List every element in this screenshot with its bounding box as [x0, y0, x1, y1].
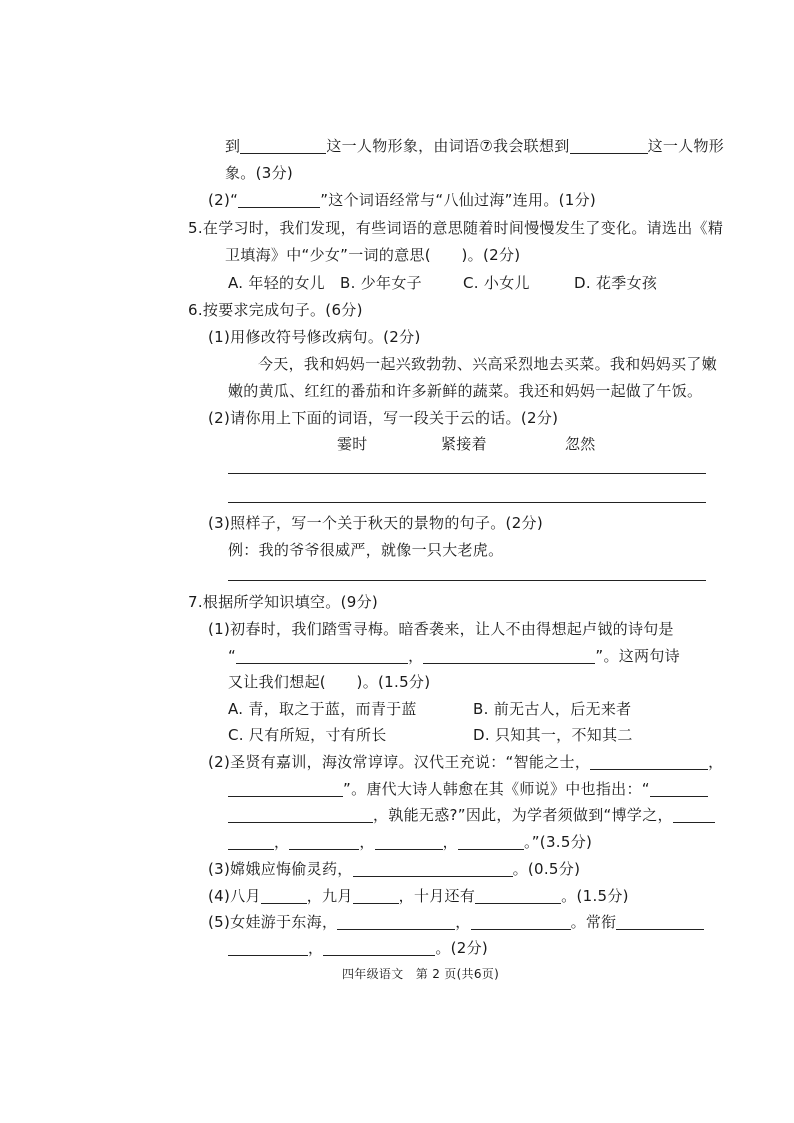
answer-blank[interactable] [261, 887, 307, 904]
q6-title: 6.按要求完成句子。(6分) [188, 301, 363, 319]
q7-s1-line3: 又让我们想起( )。(1.5分) [228, 673, 431, 691]
q6-word-2: 紧接着 [441, 435, 487, 453]
q7-s2-line3 [228, 805, 715, 825]
q6-sub3-example: 例：我的爷爷很威严，就像一只大老虎。 [228, 541, 504, 559]
q7-s1-option-d[interactable]: D. 只知其一，不知其二 [473, 726, 633, 744]
q7-s2-l4-text-a: ， [274, 833, 290, 851]
q7-s5-text-c: 。常衔 [570, 913, 617, 931]
q7-s1-line1: (1)初春时，我们踏雪寻梅。暗香袭来，让人不由得想起卢钺的诗句是 [208, 620, 674, 638]
answer-blank[interactable] [353, 887, 399, 904]
q7-s2-l1-text-a: (2)圣贤有嘉训，海汝常谆谆。汉代王充说：“智能之士， [208, 753, 591, 771]
q7-s2-l3-text-a: ，孰能无惑?”因此，为学者须做到“博学之， [373, 806, 673, 824]
answer-blank[interactable] [590, 753, 708, 770]
q7-s2-line1 [208, 752, 723, 772]
q7-s1-line2 [228, 646, 680, 666]
answer-line[interactable] [228, 473, 706, 474]
answer-blank[interactable] [616, 913, 704, 930]
q4-line1-text-b: 这一人物形象，由词语⑦我会联想到 [326, 137, 570, 155]
answer-blank[interactable] [228, 833, 274, 850]
q7-s1-l2-text-a: “ [228, 647, 237, 665]
answer-blank[interactable] [458, 833, 524, 850]
q7-s2-line2 [228, 779, 708, 799]
q6-sub1-text2: 嫩的黄瓜、红红的番茄和许多新鲜的蔬菜。我还和妈妈一起做了午饭。 [228, 382, 703, 400]
q7-s3 [208, 859, 580, 879]
q7-s5-text-b: ， [455, 913, 471, 931]
q6-sub1: (1)用修改符号修改病句。(2分) [208, 328, 421, 346]
q4-line2: 象。(3分) [225, 164, 294, 182]
answer-blank[interactable] [475, 887, 561, 904]
q6-word-3: 忽然 [565, 435, 596, 453]
answer-blank[interactable] [240, 137, 326, 154]
q7-s5-l2-text-a: ， [308, 939, 324, 957]
q7-s1-option-a[interactable]: A. 青，取之于蓝，而青于蓝 [228, 700, 417, 718]
q6-sub2: (2)请你用上下面的词语，写一段关于云的话。(2分) [208, 409, 559, 427]
q5-line1: 5.在学习时，我们发现，有些词语的意思随着时间慢慢发生了变化。请选出《精 [188, 219, 724, 237]
q4-sub2-text-b: ”这个词语经常与“八仙过海”连用。(1分) [320, 191, 597, 209]
q5-option-b[interactable]: B. 少年女子 [340, 274, 422, 292]
answer-blank[interactable] [228, 780, 343, 797]
q7-s2-l4-text-d: 。”(3.5分) [523, 833, 593, 851]
q4-line1 [225, 136, 724, 156]
q7-s2-l4-text-b: ， [359, 833, 375, 851]
q7-s1-l2-text-c: ”。这两句诗 [595, 647, 680, 665]
q7-s2-l1-text-b: ， [708, 753, 724, 771]
answer-blank[interactable] [228, 806, 373, 823]
q7-s4 [208, 886, 629, 906]
q7-s3-text-b: 。(0.5分) [512, 860, 581, 878]
answer-blank[interactable] [471, 913, 571, 930]
q4-line1-text-c: 这一人物形 [647, 137, 725, 155]
q7-s2-l4-text-c: ， [442, 833, 458, 851]
q7-s4-text-a: (4)八月 [208, 887, 261, 905]
answer-blank[interactable] [673, 806, 715, 823]
answer-line[interactable] [228, 502, 706, 503]
q7-s1-option-c[interactable]: C. 尺有所短，寸有所长 [228, 726, 387, 744]
answer-blank[interactable] [650, 780, 708, 797]
q6-sub1-text1: 今天，我和妈妈一起兴致勃勃、兴高采烈地去买菜。我和妈妈买了嫩 [258, 355, 718, 373]
q5-option-c[interactable]: C. 小女儿 [463, 274, 530, 292]
q7-s5-line2 [228, 938, 488, 958]
q7-s4-text-d: 。(1.5分) [561, 887, 629, 905]
answer-blank[interactable] [375, 833, 443, 850]
page-footer: 四年级语文 第 2 页(共6页) [342, 967, 500, 981]
answer-blank[interactable] [236, 647, 408, 664]
q4-line1-text-a: 到 [225, 137, 241, 155]
answer-blank[interactable] [423, 647, 595, 664]
q6-word-1: 霎时 [337, 435, 368, 453]
answer-blank[interactable] [228, 939, 308, 956]
q7-s4-text-b: ，九月 [306, 887, 353, 905]
answer-blank[interactable] [238, 191, 320, 208]
q5-option-a[interactable]: A. 年轻的女儿 [228, 274, 325, 292]
answer-line[interactable] [228, 580, 706, 581]
q4-sub2-text-a: (2)“ [208, 191, 239, 209]
answer-blank[interactable] [353, 860, 513, 877]
q7-s4-text-c: ，十月还有 [398, 887, 476, 905]
q7-s5-l2-text-b: 。(2分) [435, 939, 489, 957]
q7-s3-text-a: (3)嫦娥应悔偷灵药， [208, 860, 353, 878]
answer-blank[interactable] [289, 833, 359, 850]
q7-s2-l2-text-a: ”。唐代大诗人韩愈在其《师说》中也指出：“ [343, 780, 650, 798]
q4-sub2 [208, 190, 596, 210]
q7-s1-option-b[interactable]: B. 前无古人，后无来者 [473, 700, 632, 718]
q5-option-d[interactable]: D. 花季女孩 [574, 274, 658, 292]
q7-s5-line1 [208, 912, 704, 932]
answer-blank[interactable] [570, 137, 648, 154]
q7-s2-line4 [228, 832, 592, 852]
q6-sub3: (3)照样子，写一个关于秋天的景物的句子。(2分) [208, 514, 543, 532]
q7-title: 7.根据所学知识填空。(9分) [188, 593, 379, 611]
answer-blank[interactable] [323, 939, 435, 956]
q7-s1-l2-text-b: ， [408, 647, 424, 665]
answer-blank[interactable] [337, 913, 455, 930]
q7-s5-text-a: (5)女娃游于东海， [208, 913, 338, 931]
q5-line2: 卫填海》中“少女”一词的意思( )。(2分) [225, 246, 521, 264]
